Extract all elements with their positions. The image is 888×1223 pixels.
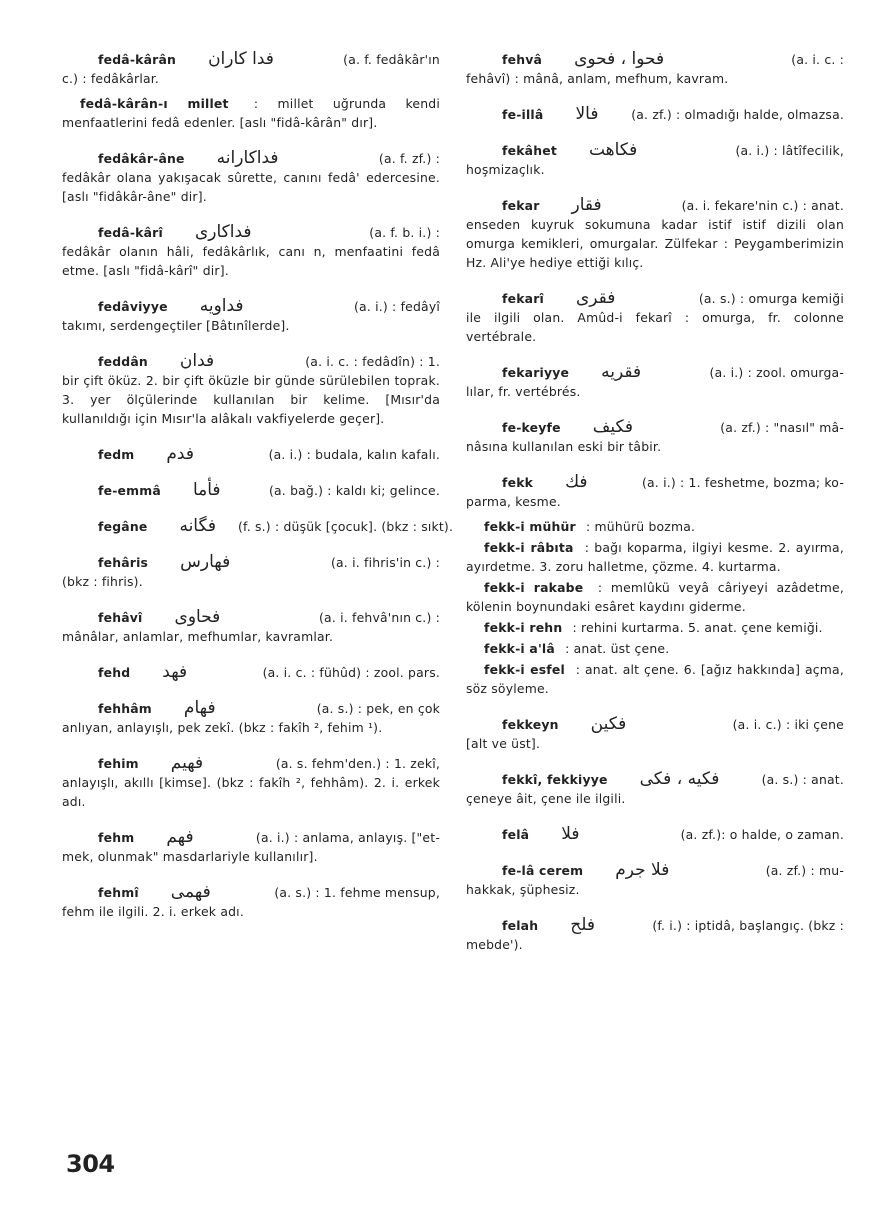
entry-heading	[466, 770, 844, 789]
dictionary-entry	[466, 141, 844, 179]
entry-heading	[466, 473, 844, 492]
headword: fedâ-kârân	[98, 52, 177, 67]
entry-heading	[62, 297, 440, 316]
grammar-definition: (a. s.) : 1. fehme mensup,	[274, 885, 440, 900]
grammar-definition: (a. i. c.) : iki çene	[732, 717, 844, 732]
headword: fekk-i rehn	[484, 620, 563, 635]
dictionary-entry	[62, 828, 440, 866]
grammar-definition: (a. s.) : pek, en çok	[316, 701, 440, 716]
arabic-script: فگانه	[179, 516, 216, 536]
arabic-script: فدان	[179, 351, 215, 371]
dictionary-entry	[466, 418, 844, 456]
headword: felah	[502, 918, 539, 933]
entry-heading	[466, 916, 844, 935]
dictionary-entry	[62, 663, 440, 682]
entry-heading	[466, 861, 844, 880]
dictionary-entry	[466, 538, 844, 576]
dictionary-entry	[62, 608, 440, 646]
arabic-script: فكيف	[592, 417, 633, 437]
definition-continued: fedâkâr olanın hâli, fedâkârlık, canı n, menfaatini fedâ etme. [aslı "fidâ-kârî" dir].	[62, 244, 440, 278]
arabic-script: فهمى	[170, 882, 211, 902]
grammar-definition: (a. zf.): o halde, o zaman.	[680, 827, 844, 842]
definition-continued: (bkz : fihris).	[62, 574, 143, 589]
headword: fehvâ	[502, 52, 543, 67]
entry-heading	[466, 105, 844, 124]
grammar-definition: (a. i.) : zool. omurga-	[709, 365, 844, 380]
definition-continued: anlıyan, anlayışlı, pek zekî. (bkz : fakîh ², fehim ¹).	[62, 720, 383, 735]
definition-continued: fedâkâr olana yakışacak sûrette, canını fedâ' edercesine. [aslı "fidâkâr-âne" dir].	[62, 170, 440, 204]
headword: fedâ-kârî	[98, 225, 163, 240]
definition-continued: çeneye âit, çene ile ilgili.	[466, 791, 626, 806]
arabic-script: فحاوى	[174, 607, 221, 627]
grammar-definition: (a. i. c. :	[791, 52, 844, 67]
grammar-definition: (a. i. c. : fühûd) : zool. pars.	[262, 665, 440, 680]
definition-continued: mânâlar, anlamlar, mefhumlar, kavramlar.	[62, 629, 334, 644]
arabic-script: فالا	[575, 104, 599, 124]
dictionary-entry	[466, 770, 844, 808]
definition-continued: hakkak, şüphesiz.	[466, 882, 580, 897]
entry-heading	[62, 445, 440, 464]
dictionary-entry	[62, 352, 440, 428]
headword: fekk-i mühür	[484, 519, 576, 534]
definition-continued: fehm ile ilgili. 2. i. erkek adı.	[62, 904, 244, 919]
entry-heading	[466, 196, 844, 215]
dictionary-entry	[466, 715, 844, 753]
dictionary-entry	[466, 578, 844, 616]
entry-heading	[62, 516, 454, 536]
entry-heading	[466, 289, 844, 308]
grammar-definition: (a. i.) : budala, kalın kafalı.	[268, 447, 440, 462]
grammar-definition: (a. i. fekare'nin c.) : anat.	[681, 198, 844, 213]
dictionary-entry	[62, 50, 440, 88]
dictionary-entry	[466, 916, 844, 954]
arabic-script: فلا	[561, 824, 580, 844]
dictionary-entry	[466, 861, 844, 899]
grammar-definition: (a. i.) : 1. feshetme, bozma; ko-	[641, 475, 844, 490]
headword: fe-emmâ	[98, 483, 161, 498]
entry-heading	[466, 715, 844, 734]
dictionary-entry	[62, 481, 440, 500]
entry-heading	[62, 883, 440, 902]
definition-continued: [alt ve üst].	[466, 736, 541, 751]
arabic-script: فهم	[166, 827, 194, 847]
definition-continued: mebde').	[466, 937, 523, 952]
arabic-script: فداويه	[199, 296, 244, 316]
headword: fekarî	[502, 291, 544, 306]
grammar-definition: (a. i.) : anlama, anlayış. ["et-	[255, 830, 440, 845]
grammar-definition: (a. f. zf.) :	[378, 151, 440, 166]
headword: fehd	[98, 665, 131, 680]
arabic-script: فكين	[590, 714, 627, 734]
dictionary-entry	[62, 553, 440, 591]
entry-heading	[62, 699, 440, 718]
arabic-script: فهيم	[170, 753, 204, 773]
headword: fedâkâr-âne	[98, 151, 185, 166]
dictionary-entry	[62, 883, 440, 921]
headword: felâ	[502, 827, 530, 842]
dictionary-entry	[62, 149, 440, 206]
arabic-script: فهد	[162, 662, 188, 682]
grammar-definition: (f. s.) : düşük [çocuk]. (bkz : sıkt).	[238, 519, 454, 534]
right-column	[466, 50, 844, 954]
page-number: 304	[66, 1150, 115, 1178]
definition-continued: lılar, fr. vertébrés.	[466, 384, 581, 399]
dictionary-entry	[62, 516, 454, 536]
definition-continued: nâsına kullanılan eski bir tâbir.	[466, 439, 662, 454]
dictionary-entry	[466, 105, 844, 124]
grammar-definition: (a. zf.) : mu-	[765, 863, 844, 878]
entry-heading	[62, 50, 440, 69]
dictionary-entry	[62, 445, 440, 464]
dictionary-entry	[466, 825, 844, 844]
definition-continued: anlayışlı, akıllı [kimse]. (bkz : fakîh ², fehhâm). 2. i. erkek adı.	[62, 775, 440, 809]
entry-heading	[466, 418, 844, 437]
entry-heading	[62, 352, 440, 371]
headword: fekk	[502, 475, 534, 490]
arabic-script: فكاهت	[588, 140, 638, 160]
grammar-definition: (a. i.) : fedâyî	[354, 299, 440, 314]
grammar-definition: (a. zf.) : olmadığı halde, olmazsa.	[631, 107, 844, 122]
definition-continued: mek, olunmak" masdarlariyle kullanılır].	[62, 849, 318, 864]
definition-continued: takımı, serdengeçtiler [Bâtınîlerde].	[62, 318, 290, 333]
headword: fekariyye	[502, 365, 570, 380]
arabic-script: فحوا ، فحوى	[574, 49, 665, 69]
entry-heading	[466, 363, 844, 382]
dictionary-entry	[466, 363, 844, 401]
definition: : millet uğrunda kendi menfaatlerini fedâ edenler. [aslı "fidâ-kârân" dır].	[62, 96, 440, 130]
definition-continued: enseden kuyruk sokumuna kadar istif istif dizili olan omurga kemikleri, omurgalar. Zülfekar : Peygamberimizin Hz. Ali'ye hediye ettiği kılıç.	[466, 217, 844, 270]
headword: fekk-i râbıta	[484, 540, 574, 555]
definition: : anat. üst çene.	[560, 641, 670, 656]
arabic-script: فداكارانه	[216, 148, 279, 168]
grammar-definition: (a. i. fihris'in c.) :	[330, 555, 440, 570]
arabic-script: فلا جرم	[615, 860, 670, 880]
grammar-definition: (a. i. fehvâ'nın c.) :	[319, 610, 440, 625]
entry-heading	[62, 828, 440, 847]
headword: fehâvî	[98, 610, 143, 625]
dictionary-entry	[466, 473, 844, 511]
arabic-script: فقار	[571, 195, 602, 215]
arabic-script: فكيه ، فكى	[639, 769, 720, 789]
dictionary-entry	[466, 196, 844, 272]
arabic-script: فقريه	[601, 362, 642, 382]
definition: : memlûkü veyâ câriyeyi azâdetme, kölenin boynundaki esâret kaydını giderme.	[466, 580, 844, 614]
dictionary-entry	[62, 94, 440, 132]
arabic-script: فداكارى	[194, 222, 252, 242]
definition: : bağı koparma, ilgiyi kesme. 2. ayırma, ayırdetme. 3. zoru halletme, çözme. 4. kurtarma.	[466, 540, 844, 574]
dictionary-entry	[62, 699, 440, 737]
headword: fekk-i a'lâ	[484, 641, 555, 656]
headword: fehhâm	[98, 701, 152, 716]
grammar-definition: (a. s. fehm'den.) : 1. zekî,	[275, 756, 440, 771]
dictionary-entry	[466, 639, 844, 658]
headword: fe-illâ	[502, 107, 544, 122]
headword: fedâ-kârân-ı millet	[80, 96, 229, 111]
headword: fekar	[502, 198, 540, 213]
entry-heading	[62, 223, 440, 242]
arabic-script: فدم	[166, 444, 194, 464]
headword: fekk-i esfel	[484, 662, 565, 677]
dictionary-entry	[62, 754, 440, 811]
grammar-definition: (a. s.) : anat.	[761, 772, 844, 787]
arabic-script: فلح	[570, 915, 595, 935]
left-column	[62, 49, 454, 921]
headword: feddân	[98, 354, 148, 369]
grammar-definition: (a. i.) : lâtîfecilik,	[735, 143, 844, 158]
definition-continued: parma, kesme.	[466, 494, 561, 509]
entry-heading	[62, 608, 440, 627]
dictionary-entry	[466, 50, 844, 88]
definition: : mühürü bozma.	[581, 519, 696, 534]
definition-continued: bir çift öküz. 2. bir çift öküzle bir günde sürülebilen toprak. 3. yer ölçülerinde kullanılan bir kelime. [Mısır'da kullanıldığı için Mısır'la alâkalı vakfiyelerde geçer].	[62, 373, 440, 426]
arabic-script: فأما	[192, 480, 221, 500]
headword: fehmî	[98, 885, 139, 900]
headword: fekkeyn	[502, 717, 559, 732]
grammar-definition: (a. f. fedâkâr'ın	[343, 52, 440, 67]
arabic-script: فدا كاران	[208, 49, 274, 69]
definition: : anat. alt çene. 6. [ağız hakkında] açma, söz söyleme.	[466, 662, 844, 696]
arabic-script: فك	[565, 472, 588, 492]
dictionary-entry	[466, 289, 844, 346]
entry-heading	[62, 149, 440, 168]
headword: fe-lâ cerem	[502, 863, 584, 878]
headword: fekk-i rakabe	[484, 580, 584, 595]
entry-heading	[62, 754, 440, 773]
headword: fekâhet	[502, 143, 557, 158]
headword: fedâviyye	[98, 299, 168, 314]
headword: fegâne	[98, 519, 148, 534]
definition-continued: fehâvî) : mânâ, anlam, mefhum, kavram.	[466, 71, 729, 86]
grammar-definition: (a. f. b. i.) :	[369, 225, 440, 240]
headword: fekkî, fekkiyye	[502, 772, 608, 787]
headword: fedm	[98, 447, 135, 462]
grammar-definition: (a. i. c. : fedâdîn) : 1.	[305, 354, 440, 369]
entry-heading	[62, 481, 440, 500]
headword: fe-keyfe	[502, 420, 561, 435]
entry-heading	[62, 663, 440, 682]
grammar-definition: (a. bağ.) : kaldı ki; gelince.	[268, 483, 440, 498]
headword: fehâris	[98, 555, 149, 570]
arabic-script: فهارس	[180, 552, 231, 572]
dictionary-entry	[466, 660, 844, 698]
entry-heading	[62, 553, 440, 572]
entry-heading	[466, 825, 844, 844]
definition-continued: hoşmizaçlık.	[466, 162, 545, 177]
arabic-script: فقرى	[575, 288, 616, 308]
dictionary-entry	[62, 223, 440, 280]
dictionary-entry	[466, 517, 844, 536]
grammar-definition: (a. s.) : omurga kemiği	[698, 291, 844, 306]
dictionary-entry	[62, 297, 440, 335]
arabic-script: فهام	[183, 698, 216, 718]
headword: fehm	[98, 830, 135, 845]
entry-heading	[466, 50, 844, 69]
grammar-definition: (f. i.) : iptidâ, başlangıç. (bkz :	[652, 918, 844, 933]
definition: : rehini kurtarma. 5. anat. çene kemiği.	[568, 620, 823, 635]
dictionary-entry	[466, 618, 844, 637]
entry-heading	[466, 141, 844, 160]
definition-continued: ile ilgili olan. Amûd-i fekarî : omurga, fr. colonne vertébrale.	[466, 310, 844, 344]
grammar-definition: (a. zf.) : "nasıl" mâ-	[720, 420, 844, 435]
definition-continued: c.) : fedâkârlar.	[62, 71, 160, 86]
headword: fehim	[98, 756, 139, 771]
